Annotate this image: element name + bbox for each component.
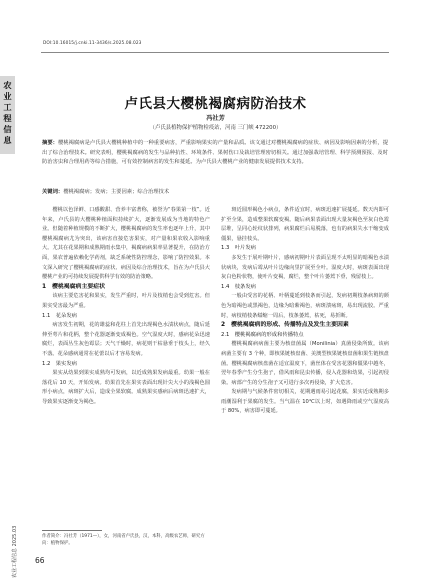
body-paragraph: 多发生于展叶期叶片，感病初期叶片表面呈现不太明显的暗褐色水渍状病块，发病后霉从叶片边缘向里扩展至全叶。湿度大时，病斑表面出现灰白色粉状物，使叶片变褐，腐烂，整个叶片萎蔫下垂，残留枝上。 <box>221 254 389 281</box>
section-heading: 2 樱桃褐腐病的形成、传播特点及发生主要因素 <box>221 322 349 329</box>
body-paragraph: 果实从幼果到果实成熟均可发病，以近成熟果发病最重。幼果一般在落花后 10 天，开始发病。幼果首先在果实表面出现针尖大小的浅褐色圆形小病点，病斑扩大后，造成全果软腐。成熟果实感病后病斑迅速扩大，导致果实逐渐变为褐色。 <box>42 370 210 405</box>
body-paragraph: 一般由受害的花柄、叶柄蔓延到枝条而引起，发病初期枝条病斑的颜色为暗褐色或黑褐色，边缘为暗紫褐色，病斑溃疡斑，易出现流胶。严重时，病枝梢枝条缢缩一周后，枝条萎蔫，枯死，易折断。 <box>221 293 389 319</box>
body-paragraph: 樱桃褐腐病病菌主要为核盘菌属（Monilinia）真菌侵染所致。该病病菌主要有 3 个种，即核果链核盘菌、美澳型核果链核盘菌和果生链核盘菌。樱桃褐腐病核盘菌在适宜温度下，菌丝体在受害花器和僵果中越冬，翌年春季产生分生孢子，借风雨和昆虫传播，侵入花器和幼果，引起初侵染。病部产生的分生孢子又可进行多次再侵染，扩大危害。 <box>221 341 389 386</box>
subsection-heading: 1.4 枝条发病 <box>221 283 256 290</box>
doi-line: DOI:10.16015/j.cnki.11-3436/s.2025.08.023 <box>43 41 142 46</box>
header-rule <box>41 52 389 53</box>
section-tab-char: 息 <box>3 135 12 145</box>
keywords <box>42 188 388 198</box>
author-footnote: 作者简介：冯社芳（1971—），女，河南省卢氏县，汉，本科，高级农艺师，研究方向：植物保护。 <box>42 534 205 546</box>
section-tab-char: 业 <box>3 91 12 101</box>
body-paragraph: 该病主要危害花和果实，发生严重时，叶片及枝梢也会受到危害。但果实受害最为严重。 <box>42 293 210 309</box>
body-paragraph: 樱桃以色泽鲜、口感酸甜、营养丰富著称，被誉为“春果第一枝”。近年来，卢氏县的大樱桃种植面积持续扩大，逐渐发展成为当地的特色产业。但随着种植规模的不断扩大，樱桃褐腐病的发生率也逐年上升，其中樱桃褐腐病尤为突出，该病害直接危害果实，对产量和果农收入影响重大。尤其在花果期和成熟期雨水集中，褐腐病病果率显著提升，在防治方面，果农普遍依赖化学药剂，缺乏系统性防控理念，影响了防控效果。本文深入研究了樱桃褐腐病的症状、病因及综合治理技术，旨在为卢氏县大樱桃产业的可持续发展提供科学有效的防治策略。 <box>42 207 210 281</box>
footnote-rule <box>42 530 102 531</box>
section-tab-char: 信 <box>3 124 12 134</box>
section-tab-char: 程 <box>3 113 12 123</box>
page-number: 66 <box>35 556 45 565</box>
keywords-text: 樱桃褐腐病；发病；主要因素；综合治理技术 <box>63 189 170 195</box>
section-heading: 1 樱桃褐腐病主要症状 <box>42 283 106 290</box>
subsection-heading: 1.2 果实发病 <box>42 360 77 367</box>
author-name: 冯社芳 <box>206 115 225 122</box>
author-affiliation: （卢氏县植物保护植物检疫站，河南 三门峡 472200） <box>149 125 282 131</box>
body-paragraph: 发病期与气候条件密切相关，花期遇雨易引起花腐，果实近成熟期多雨潮湿利于果腐的发生。当气温在 10℃以上时，如遇降雨或空气湿度高于 80%，病害即可蔓延。 <box>221 389 389 415</box>
body-paragraph: 病害发生初期，花的雄蕊和花柱上首先出现褐色水渍状病点，随后延伸至萼片和花柄，整个花器逐渐变成褐色。空气湿度大时，感病花朵迅速腐烂，表面丛生灰色霉层；天气干燥时，病花则干枯悬垂于枝头上，经久不落。花朵感病通常在花蕾以后才容易发病。 <box>42 322 210 357</box>
subsection-heading: 2.1 樱桃褐腐病的形成和传播特点 <box>221 331 304 338</box>
journal-side-label <box>2 468 18 578</box>
abstract <box>42 139 388 168</box>
section-tab-char: 工 <box>3 102 12 112</box>
abstract-label: 摘要： <box>42 140 58 146</box>
subsection-heading: 1.1 花朵发病 <box>42 312 77 319</box>
body-column-right <box>221 206 389 417</box>
abstract-text: 樱桃褐腐病是卢氏县大樱桃种植中的一种重要病害，严重影响果实的产量和品质。该文通过对樱桃褐腐病的症状、病因及影响因素的分析，提出了综合治理技术。研究表明，樱桃褐腐病的发生与品种抗性、环境条件、果树伤口及栽培管理密切相关。通过加强栽培管理、科学预测预报、及时防治害虫和合理用药等综合措施，可有效控制病害的发生和蔓延。为卢氏县大樱桃产业的健康发展提供技术支持。 <box>42 140 388 166</box>
section-tab-label <box>0 80 15 146</box>
section-tab-char: 农 <box>3 80 12 90</box>
keywords-label: 关键词： <box>42 189 64 195</box>
body-paragraph: 斑近圆形褐色小病点，条件适宜时，病斑迅速扩展蔓延。数天内即可扩至全果，造成整果软腐变褐。随后病果表面出现大量灰褐色至灰白色霉层堆，呈同心轮纹状排列，病果腐烂后易脱落，也有的病果失水干缩变成僵果，悬挂枝头。 <box>221 207 389 242</box>
body-column-left <box>42 206 210 407</box>
subsection-heading: 1.3 叶片发病 <box>221 245 256 252</box>
journal-side-text: 农业工程信息 2025.03 <box>12 525 18 578</box>
article-title: 卢氏县大樱桃褐腐病防治技术 <box>124 96 307 112</box>
